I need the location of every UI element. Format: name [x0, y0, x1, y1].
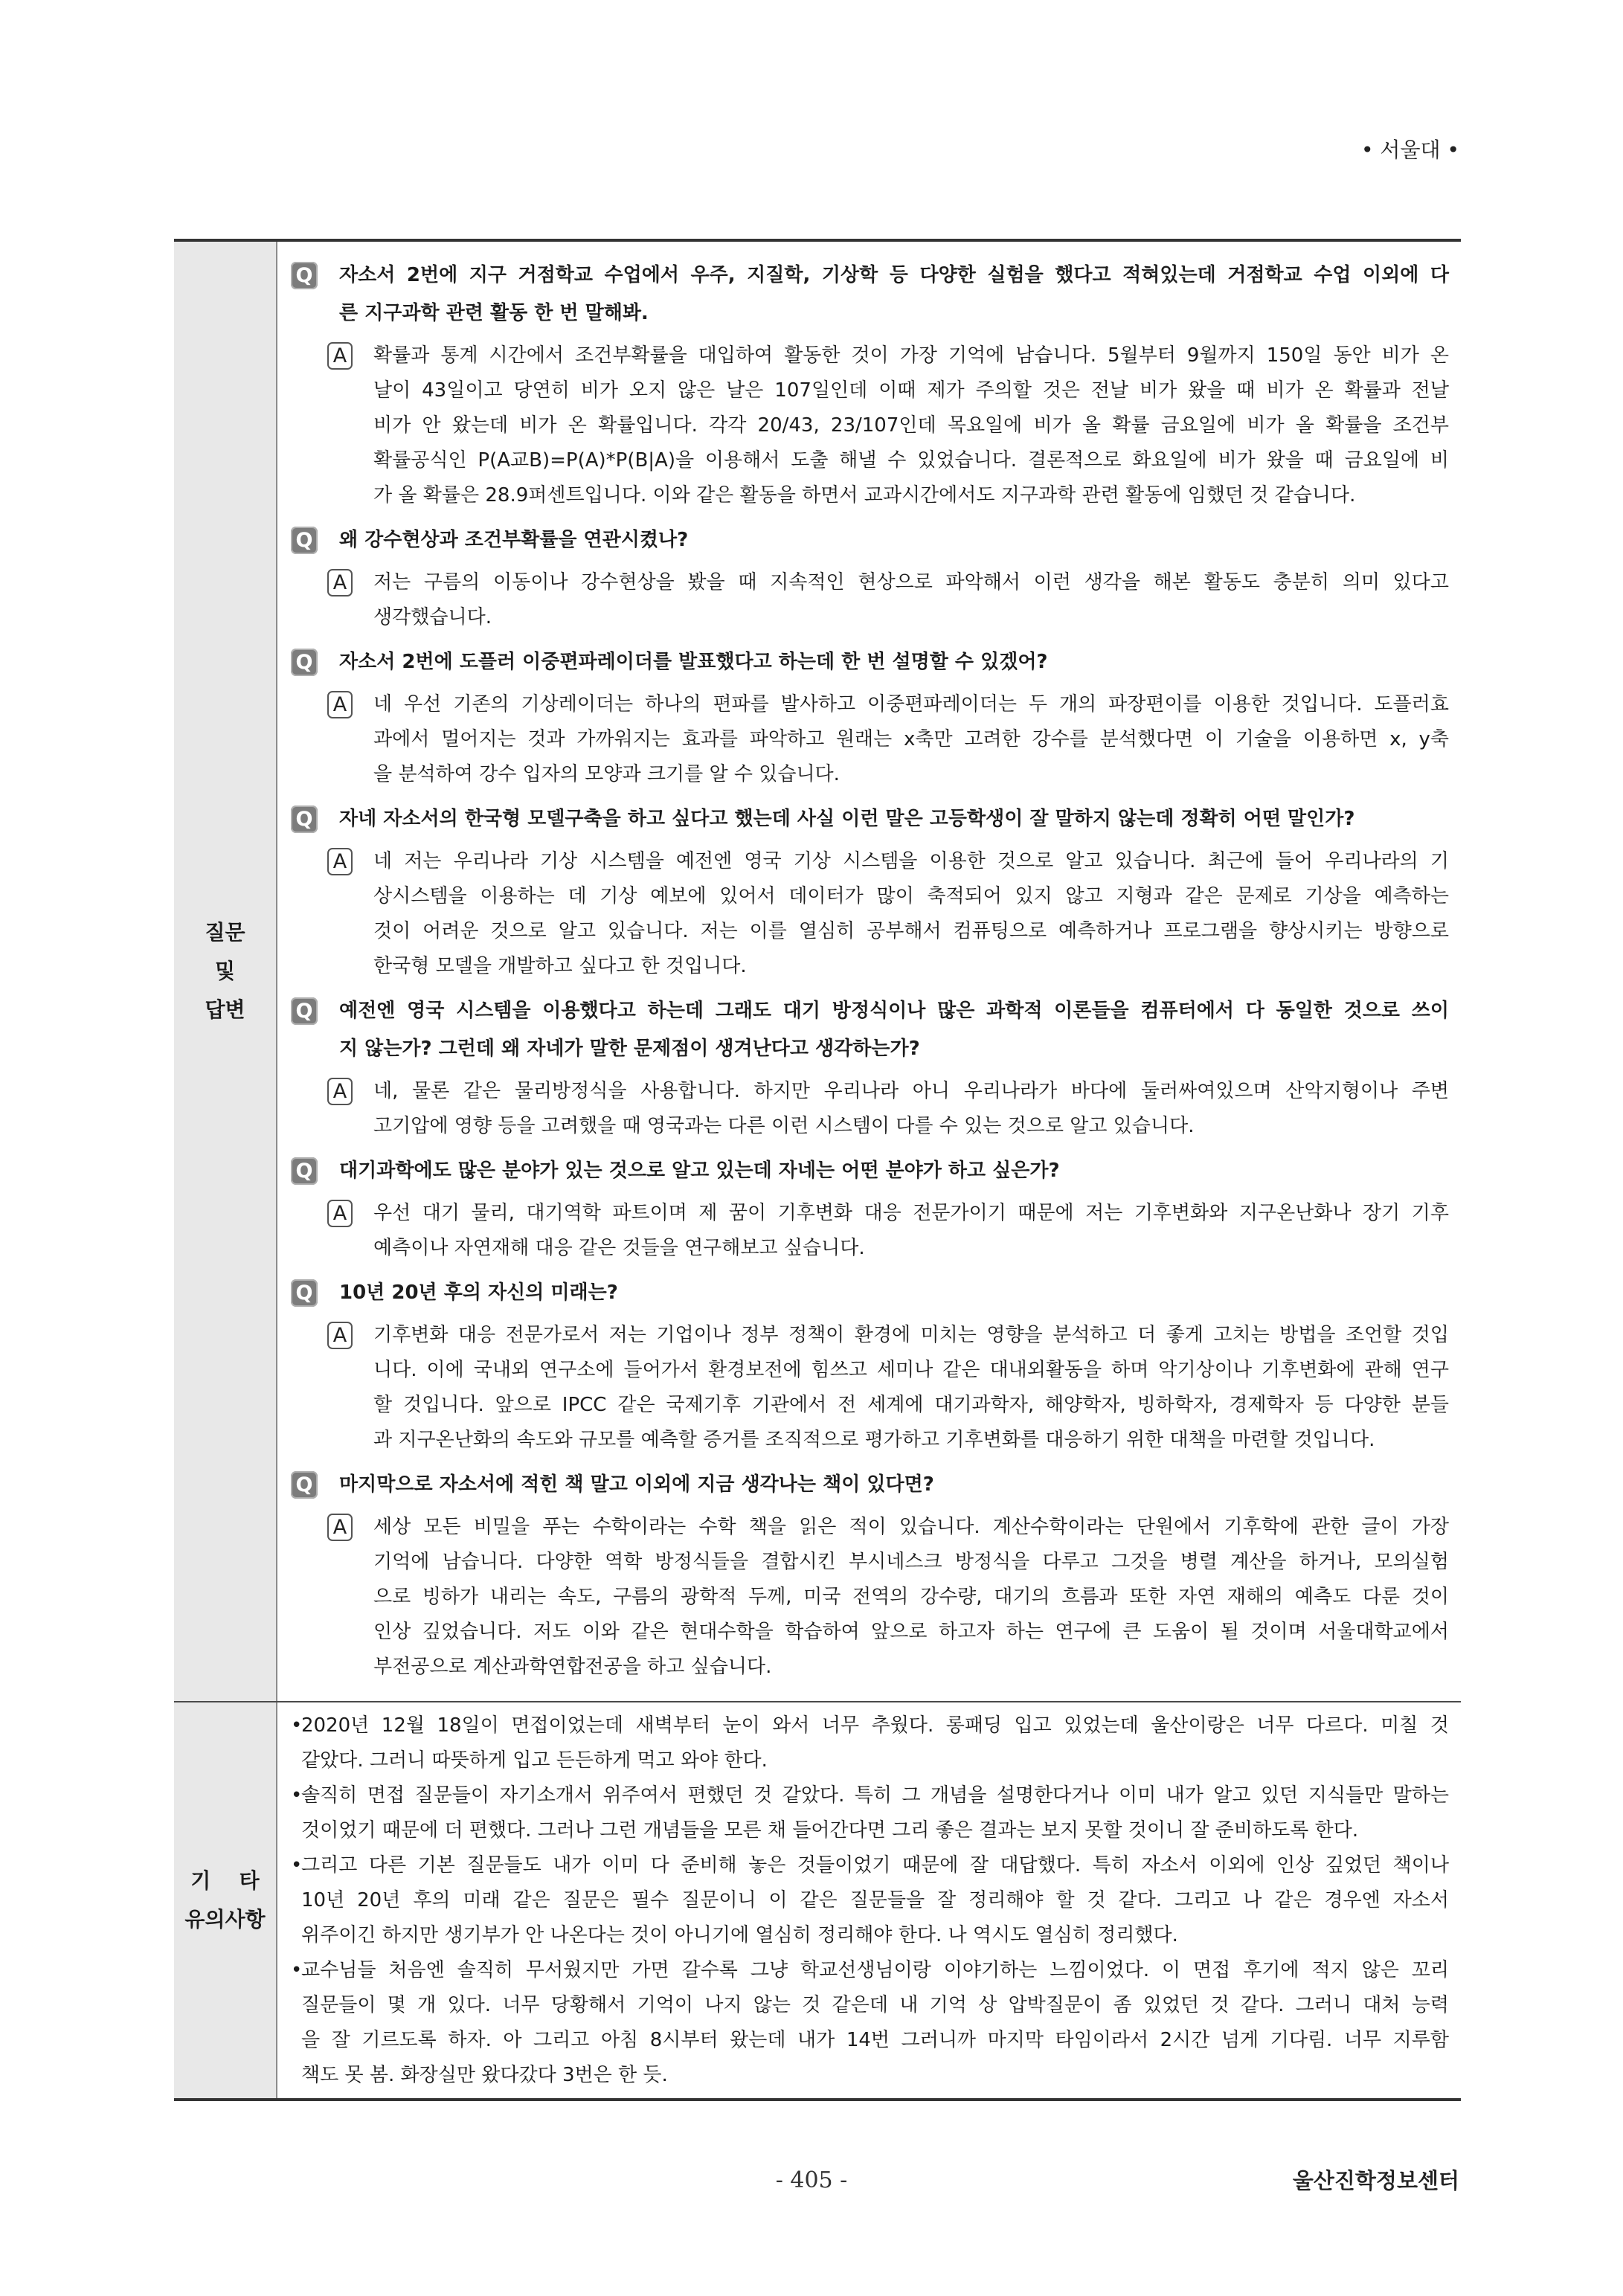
qa-pair — [291, 521, 1449, 635]
answer-line: 을 분석하여 강수 입자의 모양과 크기를 알 수 있습니다. — [373, 763, 840, 785]
question — [291, 992, 1449, 1068]
answer-badge: A — [327, 569, 353, 596]
label-line: 및 — [214, 959, 236, 983]
answer-line: 인상 깊었습니다. 저도 이와 같은 현대수학을 학습하여 앞으로 하고자 하는 연구에 큰 도움이 될 것이며 서울대학교에서 — [373, 1621, 1449, 1643]
question-badge: Q — [291, 527, 318, 554]
label-line: 기 타 — [190, 1868, 260, 1893]
answer — [291, 1318, 1449, 1458]
answer — [291, 565, 1449, 635]
bullet: • — [291, 1714, 303, 1737]
answer-line: 고기압에 영향 등을 고려했을 때 영국과는 다른 이런 시스템이 다를 수 있는 것으로 알고 있습니다. — [373, 1115, 1195, 1137]
answer-badge: A — [327, 1322, 353, 1349]
qa-row — [174, 242, 1461, 1701]
answer-badge: A — [327, 1200, 353, 1227]
qa-pair — [291, 1466, 1449, 1685]
answer-line: 네 우선 기존의 기상레이더는 하나의 편파를 발사하고 이중편파레이더는 두 개의 파장편이를 이용한 것입니다. 도플러효 — [373, 693, 1449, 716]
answer-line: 확률공식인 P(A교B)=P(A)*P(B|A)을 이용해서 도출 해낼 수 있었습니다. 결론적으로 화요일에 비가 왔을 때 금요일에 비 — [373, 449, 1449, 472]
qa-content — [277, 242, 1461, 1701]
question-line: 자네 자소서의 한국형 모델구축을 하고 싶다고 했는데 사실 이런 말은 고등학생이 잘 말하지 않는데 정확히 어떤 말인가? — [339, 808, 1355, 830]
question-badge: Q — [291, 262, 318, 289]
question-line: 른 지구과학 관련 활동 한 번 말해봐. — [339, 302, 649, 324]
qa-section-label — [174, 242, 277, 1701]
answer-line: 세상 모든 비밀을 푸는 수학이라는 수학 책을 읽은 적이 있습니다. 계산수학이라는 단원에서 기후학에 관한 글이 가장 — [373, 1516, 1449, 1538]
question — [291, 1152, 1449, 1190]
answer-line: 비가 안 왔는데 비가 온 확률입니다. 각각 20/43, 23/107인데 목요일에 비가 올 확률 금요일에 비가 올 확률을 조건부 — [373, 414, 1449, 437]
note-line: 같았다. 그러니 따뜻하게 입고 든든하게 먹고 와야 한다. — [301, 1749, 768, 1772]
answer-badge: A — [327, 1078, 353, 1105]
answer-line: 가 올 확률은 28.9퍼센트입니다. 이와 같은 활동을 하면서 교과시간에서도 지구과학 관련 활동에 임했던 것 같습니다. — [373, 484, 1356, 507]
qa-pair — [291, 800, 1449, 984]
note-line: 그리고 다른 기본 질문들도 내가 이미 다 준비해 놓은 것들이었기 때문에 잘 대답했다. 특히 자소서 이외에 인상 깊었던 책이나 — [301, 1854, 1449, 1877]
question-badge: Q — [291, 1157, 318, 1185]
note-line: 2020년 12월 18일이 면접이었는데 새벽부터 눈이 와서 너무 추웠다. 롱패딩 입고 있었는데 울산이랑은 너무 다르다. 미칠 것 — [301, 1714, 1449, 1737]
bullet: • — [291, 1959, 303, 1981]
answer-line: 날이 43일이고 당연히 비가 오지 않은 날은 107일인데 이때 제가 주의할 것은 전날 비가 왔을 때 비가 온 확률과 전날 — [373, 379, 1449, 402]
answer-badge: A — [327, 342, 353, 370]
question-badge: Q — [291, 1279, 318, 1307]
answer — [291, 844, 1449, 984]
question-line: 자소서 2번에 도플러 이중편파레이더를 발표했다고 하는데 한 번 설명할 수 있겠어? — [339, 651, 1048, 673]
answer-badge: A — [327, 1514, 353, 1541]
question-line: 10년 20년 후의 자신의 미래는? — [339, 1282, 618, 1304]
note-line: 교수님들 처음엔 솔직히 무서웠지만 가면 갈수록 그냥 학교선생님이랑 이야기하는 느낌이었다. 이 면접 후기에 적지 않은 꼬리 — [301, 1959, 1449, 1981]
bullet: • — [291, 1854, 303, 1877]
answer-line: 확률과 통계 시간에서 조건부확률을 대입하여 활동한 것이 가장 기억에 남습니다. 5월부터 9월까지 150일 동안 비가 온 — [373, 344, 1449, 367]
question-line: 마지막으로 자소서에 적힌 책 말고 이외에 지금 생각나는 책이 있다면? — [339, 1473, 934, 1496]
answer-line: 저는 구름의 이동이나 강수현상을 봤을 때 지속적인 현상으로 파악해서 이런 생각을 해본 활동도 충분히 의미 있다고 — [373, 571, 1449, 594]
answer-line: 과 지구온난화의 속도와 규모를 예측할 증거를 조직적으로 평가하고 기후변화를 대응하기 위한 대책을 마련할 것입니다. — [373, 1429, 1375, 1451]
note-line: 책도 못 봄. 화장실만 왔다갔다 3번은 한 듯. — [301, 2064, 668, 2086]
note-item — [291, 1708, 1449, 1778]
question — [291, 1466, 1449, 1504]
qa-pair — [291, 1274, 1449, 1458]
question-line: 왜 강수현상과 조건부확률을 연관시켰나? — [339, 529, 689, 551]
note-line: 을 잘 기르도록 하자. 아 그리고 아침 8시부터 왔는데 내가 14번 그러니까 마지막 타임이라서 2시간 넘게 기다림. 너무 지루함 — [301, 2029, 1449, 2051]
question-line: 지 않는가? 그런데 왜 자네가 말한 문제점이 생겨난다고 생각하는가? — [339, 1038, 920, 1060]
answer — [291, 687, 1449, 792]
qa-pair — [291, 1152, 1449, 1266]
answer — [291, 1196, 1449, 1266]
notes-content — [277, 1702, 1461, 2098]
note-line: 솔직히 면접 질문들이 자기소개서 위주여서 편했던 것 같았다. 특히 그 개념을 설명한다거나 이미 내가 알고 있던 지식들만 말하는 — [301, 1784, 1449, 1807]
page-number: - 405 - — [775, 2167, 848, 2193]
question-badge: Q — [291, 997, 318, 1025]
question — [291, 521, 1449, 559]
answer-line: 부전공으로 계산과학연합전공을 하고 싶습니다. — [373, 1656, 772, 1678]
bullet: • — [291, 1784, 303, 1807]
running-header-school: • 서울대 • — [1361, 138, 1459, 162]
question — [291, 643, 1449, 681]
answer-line: 할 것입니다. 앞으로 IPCC 같은 국제기후 기관에서 전 세계에 대기과학자, 해양학자, 빙하학자, 경제학자 등 다양한 분들 — [373, 1394, 1449, 1416]
note-line: 위주이긴 하지만 생기부가 안 나온다는 것이 아니기에 열심히 정리해야 한다. 나 역시도 열심히 정리했다. — [301, 1924, 1178, 1946]
question-line: 대기과학에도 많은 분야가 있는 것으로 알고 있는데 자네는 어떤 분야가 하고 싶은가? — [339, 1160, 1060, 1182]
question — [291, 1274, 1449, 1312]
note-line: 것이었기 때문에 더 편했다. 그러나 그런 개념들을 모른 채 들어간다면 그리 좋은 결과는 보지 못할 것이니 잘 준비하도록 한다. — [301, 1819, 1359, 1842]
publisher-name: 울산진학정보센터 — [1292, 2168, 1459, 2193]
question — [291, 257, 1449, 332]
label-line: 질문 — [205, 920, 245, 945]
answer-line: 기후변화 대응 전문가로서 저는 기업이나 정부 정책이 환경에 미치는 영향을 분석하고 더 좋게 고치는 방법을 조언할 것입 — [373, 1324, 1449, 1346]
note-item — [291, 1848, 1449, 1953]
answer-line: 네, 물론 같은 물리방정식을 사용합니다. 하지만 우리나라 아니 우리나라가 바다에 둘러싸여있으며 산악지형이나 주변 — [373, 1080, 1449, 1102]
question-line: 예전엔 영국 시스템을 이용했다고 하는데 그래도 대기 방정식이나 많은 과학적 이론들을 컴퓨터에서 다 동일한 것으로 쓰이 — [339, 1000, 1449, 1022]
label-line: 답변 — [205, 997, 245, 1022]
answer-line: 예측이나 자연재해 대응 같은 것들을 연구해보고 싶습니다. — [373, 1237, 865, 1259]
note-item — [291, 1953, 1449, 2093]
answer-line: 으로 빙하가 내리는 속도, 구름의 광학적 두께, 미국 전역의 강수량, 대기의 흐름과 또한 자연 재해의 예측도 다룬 것이 — [373, 1586, 1449, 1608]
interview-table — [174, 239, 1461, 2101]
answer-line: 네 저는 우리나라 기상 시스템을 예전엔 영국 기상 시스템을 이용한 것으로 알고 있습니다. 최근에 들어 우리나라의 기 — [373, 850, 1449, 872]
label-line: 유의사항 — [184, 1907, 266, 1932]
question-line: 자소서 2번에 지구 거점학교 수업에서 우주, 지질학, 기상학 등 다양한 실험을 했다고 적혀있는데 거점학교 수업 이외에 다 — [339, 264, 1449, 286]
answer — [291, 338, 1449, 513]
answer-badge: A — [327, 691, 353, 718]
note-item — [291, 1778, 1449, 1848]
qa-pair — [291, 643, 1449, 792]
answer-line: 생각했습니다. — [373, 606, 492, 628]
question — [291, 800, 1449, 838]
note-line: 10년 20년 후의 미래 같은 질문은 필수 질문이니 이 같은 질문들을 잘 정리해야 할 것 같다. 그리고 나 같은 경우엔 자소서 — [301, 1889, 1449, 1911]
answer — [291, 1510, 1449, 1685]
question-badge: Q — [291, 649, 318, 676]
answer-badge: A — [327, 848, 353, 875]
answer-line: 기억에 남습니다. 다양한 역학 방정식들을 결합시킨 부시네스크 방정식을 다루고 그것을 병렬 계산을 하거나, 모의실험 — [373, 1551, 1449, 1573]
answer-line: 과에서 멀어지는 것과 가까워지는 효과를 파악하고 원래는 x축만 고려한 강수를 분석했다면 이 기술을 이용하면 x, y축 — [373, 728, 1449, 750]
answer-line: 우선 대기 물리, 대기역학 파트이며 제 꿈이 기후변화 대응 전문가이기 때문에 저는 기후변화와 지구온난화나 장기 기후 — [373, 1202, 1449, 1224]
qa-pair — [291, 257, 1449, 513]
answer — [291, 1074, 1449, 1144]
answer-line: 것이 어려운 것으로 알고 있습니다. 저는 이를 열심히 공부해서 컴퓨팅으로 예측하거나 프로그램을 향상시키는 방향으로 — [373, 920, 1449, 942]
answer-line: 상시스템을 이용하는 데 기상 예보에 있어서 데이터가 많이 축적되어 있지 않고 지형과 같은 문제로 기상을 예측하는 — [373, 885, 1449, 907]
notes-row — [174, 1701, 1461, 2098]
answer-line: 한국형 모델을 개발하고 싶다고 한 것입니다. — [373, 955, 747, 977]
note-line: 질문들이 몇 개 있다. 너무 당황해서 기억이 나지 않는 것 같은데 내 기억 상 압박질문이 좀 있었던 것 같다. 그러니 대처 능력 — [301, 1994, 1449, 2016]
answer-line: 니다. 이에 국내외 연구소에 들어가서 환경보전에 힘쓰고 세미나 같은 대내외활동을 하며 악기상이나 기후변화에 관해 연구 — [373, 1359, 1449, 1381]
question-badge: Q — [291, 805, 318, 833]
question-badge: Q — [291, 1471, 318, 1499]
notes-section-label — [174, 1702, 277, 2098]
qa-pair — [291, 992, 1449, 1144]
